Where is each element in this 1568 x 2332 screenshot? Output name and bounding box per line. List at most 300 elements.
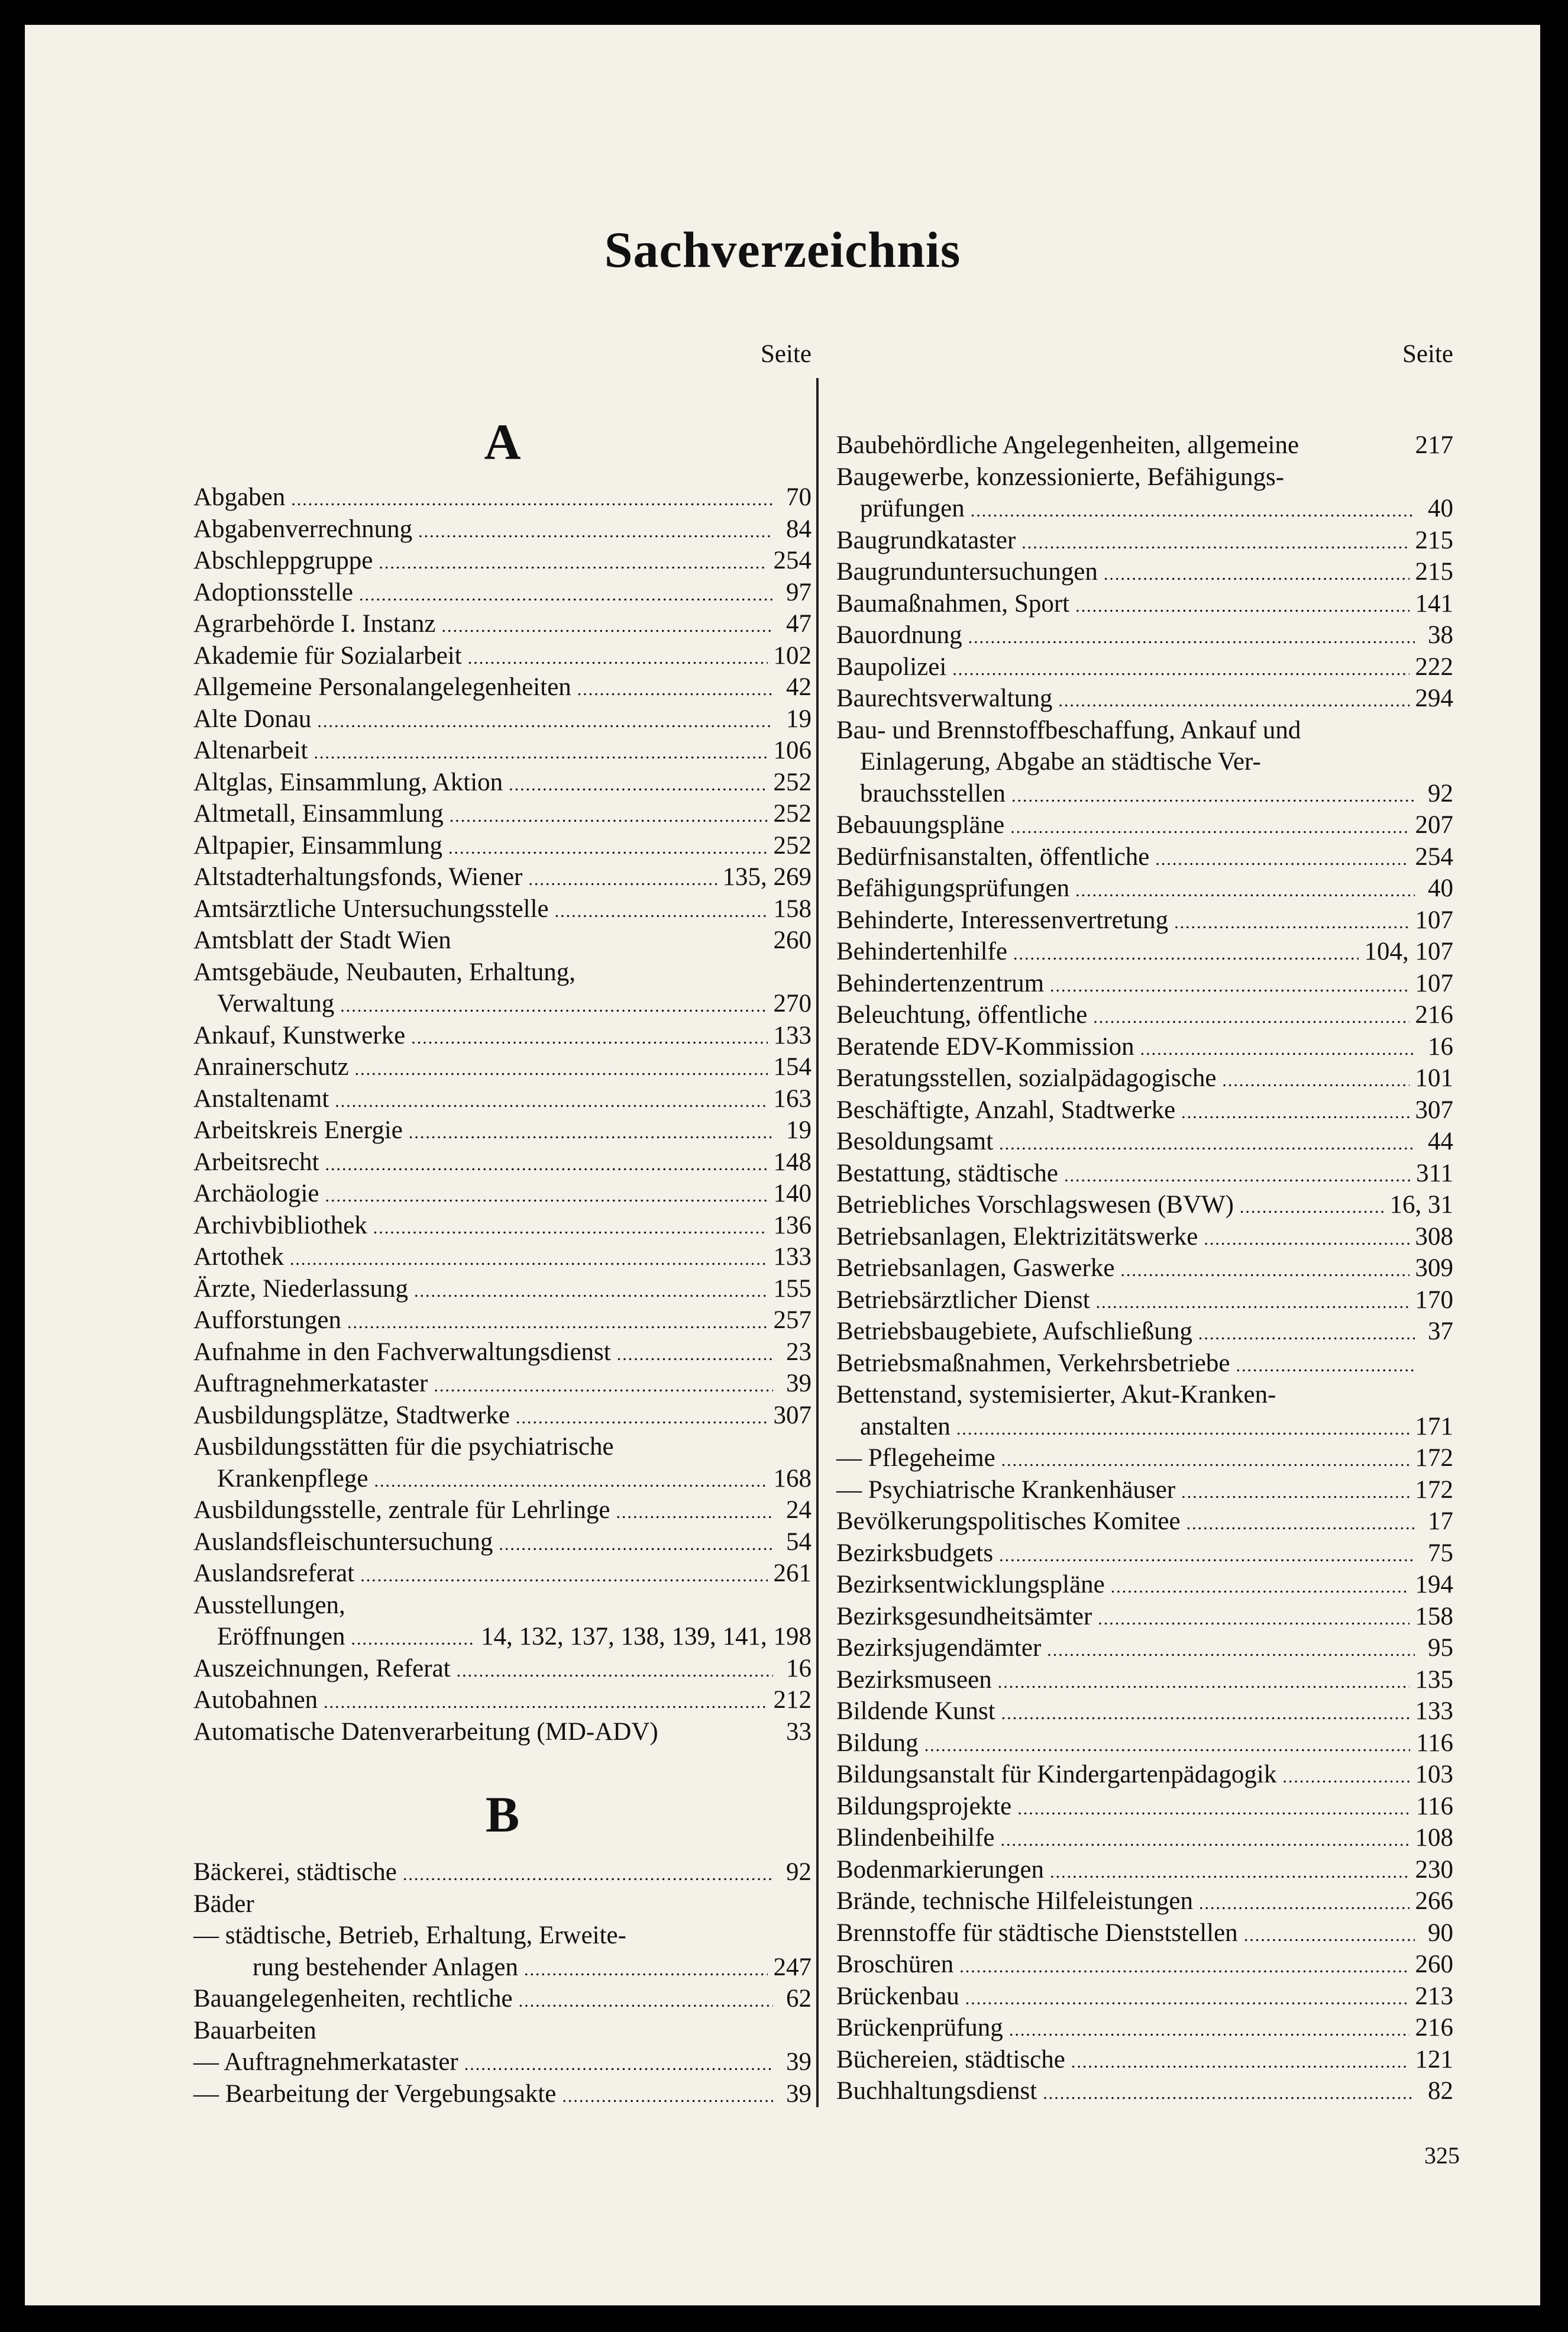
index-entry-pages: 260	[773, 926, 812, 954]
page-number: 325	[1424, 2142, 1460, 2169]
dot-leader	[1075, 875, 1415, 907]
index-entry-term: Behindertenzentrum	[836, 969, 1045, 997]
index-entry-term: Amtsblatt der Stadt Wien	[193, 926, 451, 954]
dot-leader	[1198, 1318, 1415, 1350]
dot-leader	[340, 990, 767, 1022]
index-entry-term: Ausbildungsstätten für die psychiatrische	[193, 1433, 614, 1461]
index-entry-pages: 261	[773, 1559, 812, 1587]
index-entry-term: Auszeichnungen, Referat	[193, 1654, 451, 1682]
index-entry-term: Bildende Kunst	[836, 1697, 995, 1725]
index-entry-term: Ärzte, Niederlassung	[193, 1274, 408, 1303]
dot-leader	[999, 1540, 1415, 1572]
index-entry	[836, 1411, 1453, 1443]
index-entry-term: Aufnahme in den Fachverwaltungsdienst	[193, 1338, 611, 1366]
dot-leader	[1222, 1065, 1409, 1097]
index-entry	[836, 905, 1453, 936]
index-entry-term: Alte Donau	[193, 705, 312, 733]
index-entry-term: Brückenbau	[836, 1982, 959, 2010]
index-entry-term: Bedürfnisanstalten, öffentliche	[836, 842, 1150, 871]
dot-leader	[952, 654, 1409, 686]
index-entry	[193, 1400, 812, 1432]
index-entry	[836, 936, 1453, 968]
index-entry	[193, 830, 812, 862]
index-entry	[836, 2044, 1453, 2076]
dot-leader	[1244, 1920, 1415, 1952]
index-entry	[836, 525, 1453, 557]
index-entry	[836, 1474, 1453, 1506]
dot-leader	[555, 896, 768, 928]
dot-leader	[516, 1402, 767, 1434]
index-entry-term: Amtsgebäude, Neubauten, Erhaltung,	[193, 958, 576, 986]
index-entry-pages: 158	[1415, 1602, 1453, 1630]
dot-leader	[509, 769, 767, 801]
dot-leader	[1181, 1477, 1409, 1509]
index-entry-pages: 19	[786, 1116, 812, 1144]
dot-leader	[519, 1985, 773, 2017]
index-page	[25, 25, 1540, 2305]
index-entry-pages: 95	[1428, 1634, 1453, 1662]
index-entry	[193, 1983, 812, 2015]
index-entry	[193, 1621, 812, 1653]
index-entry-pages: 40	[1428, 874, 1453, 902]
dot-leader	[1240, 1191, 1384, 1223]
dot-leader	[374, 1465, 767, 1497]
index-entry-term: Bebauungspläne	[836, 811, 1005, 839]
index-entry	[193, 1684, 812, 1716]
index-entry	[836, 1759, 1453, 1791]
dot-leader	[325, 1149, 768, 1181]
index-entry	[193, 767, 812, 799]
index-entry-term: Aufforstungen	[193, 1306, 342, 1334]
index-entry-term: anstalten	[860, 1412, 951, 1440]
index-entry	[836, 1094, 1453, 1126]
index-entry-pages: 37	[1428, 1317, 1453, 1345]
index-entry	[193, 1241, 812, 1273]
index-entry	[193, 735, 812, 767]
index-entry-term: Baubehördliche Angelegenheiten, allgemeine	[836, 431, 1299, 459]
index-entry	[836, 1379, 1453, 1411]
dot-leader	[1009, 2014, 1409, 2046]
index-entry	[836, 968, 1453, 1000]
section-b-right-list	[836, 429, 1453, 2107]
dot-leader	[617, 1339, 773, 1371]
index-entry-pages: 39	[786, 1370, 812, 1397]
index-entry	[836, 1632, 1453, 1664]
index-entry-pages: 121	[1415, 2045, 1453, 2073]
dot-leader	[1010, 812, 1409, 844]
index-entry-pages: 38	[1428, 621, 1453, 649]
dot-leader	[1098, 1603, 1409, 1635]
index-entry-pages: 133	[773, 1021, 812, 1049]
index-entry-pages: 23	[786, 1338, 812, 1366]
index-entry-pages: 213	[1415, 1982, 1453, 2010]
index-entry-term: Beratende EDV-Kommission	[836, 1032, 1134, 1061]
index-entry-term: Altpapier, Einsammlung	[193, 831, 443, 860]
index-entry	[193, 1590, 812, 1622]
index-entry	[193, 1083, 812, 1115]
index-entry	[193, 482, 812, 513]
index-entry	[193, 1431, 812, 1463]
index-entry	[836, 1822, 1453, 1854]
index-entry-pages: 257	[773, 1306, 812, 1334]
index-entry	[836, 1949, 1453, 1981]
index-entry	[193, 1920, 812, 1952]
index-entry-term: Betriebliches Vorschlagswesen (BVW)	[836, 1191, 1234, 1219]
index-entry	[193, 1653, 812, 1685]
index-entry	[193, 608, 812, 640]
index-entry-term: Auslandsreferat	[193, 1559, 355, 1587]
index-entry-pages: 140	[773, 1180, 812, 1207]
index-entry-term: Betriebsärztlicher Dienst	[836, 1285, 1090, 1314]
dot-leader	[1047, 1635, 1415, 1666]
dot-leader	[403, 1859, 773, 1891]
index-entry	[193, 1178, 812, 1210]
dot-leader	[562, 2081, 773, 2113]
index-entry-pages: 172	[1415, 1475, 1453, 1504]
index-entry	[836, 1158, 1453, 1190]
index-entry-pages: 101	[1415, 1064, 1453, 1092]
dot-leader	[418, 516, 773, 548]
dot-leader	[325, 1180, 768, 1212]
dot-leader	[411, 1022, 767, 1054]
index-entry-pages: 254	[1415, 842, 1453, 871]
index-entry-term: Bauarbeiten	[193, 2016, 316, 2044]
dot-leader	[1174, 907, 1409, 939]
seite-label-left: Seite	[761, 340, 812, 368]
index-entry-term: Bäckerei, städtische	[193, 1858, 397, 1886]
dot-leader	[965, 1983, 1409, 2015]
index-entry-pages: 294	[1415, 684, 1453, 712]
dot-leader	[457, 1655, 773, 1687]
index-entry-pages: 107	[1415, 906, 1453, 934]
dot-leader	[1058, 685, 1409, 717]
index-entry-term: prüfungen	[860, 495, 965, 522]
index-entry-term: Adoptionsstelle	[193, 578, 353, 606]
index-entry	[836, 778, 1453, 810]
index-entry-term: Abgaben	[193, 483, 286, 511]
index-entry-term: Bezirksbudgets	[836, 1539, 994, 1567]
index-entry-term: — städtische, Betrieb, Erhaltung, Erweite-	[193, 1921, 626, 1949]
index-entry-term: Agrarbehörde I. Instanz	[193, 610, 436, 638]
index-entry	[836, 1062, 1453, 1094]
index-entry-term: Altglas, Einsammlung, Aktion	[193, 768, 503, 796]
index-entry	[193, 2015, 812, 2047]
index-entry	[836, 1917, 1453, 1949]
index-entry-term: Behindertenhilfe	[836, 938, 1007, 965]
dot-leader	[359, 579, 773, 611]
index-entry-pages: 252	[773, 800, 812, 828]
index-entry	[836, 715, 1453, 747]
index-entry	[836, 1031, 1453, 1063]
index-entry-pages: 133	[773, 1243, 812, 1271]
index-entry	[193, 1526, 812, 1558]
index-entry-pages: 135, 269	[722, 863, 812, 891]
dot-leader	[347, 1307, 767, 1339]
index-entry	[836, 1252, 1453, 1284]
index-entry-term: Bezirksgesundheitsämter	[836, 1602, 1092, 1630]
index-entry	[193, 1558, 812, 1590]
page-title: Sachverzeichnis	[604, 221, 961, 278]
dot-leader	[1104, 558, 1409, 590]
index-entry-pages: 107	[1415, 969, 1453, 997]
index-entry-pages: 106	[773, 737, 812, 764]
index-entry-pages: 155	[773, 1274, 812, 1303]
index-entry	[836, 683, 1453, 715]
index-entry	[193, 1494, 812, 1526]
dot-leader	[1236, 1350, 1415, 1382]
index-entry-term: — Pflegeheime	[836, 1444, 995, 1472]
dot-leader	[317, 706, 773, 738]
index-entry-term: Arbeitsrecht	[193, 1148, 319, 1176]
dot-leader	[414, 1275, 768, 1307]
dot-leader	[360, 1560, 767, 1592]
index-entry-term: Betriebsanlagen, Gaswerke	[836, 1254, 1115, 1282]
index-entry-pages: 24	[786, 1496, 812, 1524]
dot-leader	[464, 2049, 773, 2081]
index-entry-pages: 133	[1415, 1697, 1453, 1725]
index-entry	[193, 798, 812, 830]
index-entry-term: Bezirksmuseen	[836, 1665, 992, 1694]
index-entry-term: Einlagerung, Abgabe an städtische Ver-	[860, 748, 1261, 776]
dot-leader	[968, 622, 1415, 654]
index-entry	[193, 1716, 812, 1748]
index-entry-pages: 16	[1428, 1032, 1453, 1061]
dot-leader	[1043, 2078, 1415, 2110]
dot-leader	[971, 495, 1415, 527]
dot-leader	[351, 1623, 475, 1655]
index-entry-term: Bäder	[193, 1889, 254, 1918]
index-entry	[193, 1273, 812, 1305]
index-entry-pages: 215	[1415, 558, 1453, 586]
dot-leader	[335, 1086, 767, 1117]
index-entry-term: — Psychiatrische Krankenhäuser	[836, 1475, 1176, 1504]
index-entry-pages: 212	[773, 1686, 812, 1714]
index-entry-pages: 14, 132, 137, 138, 139, 141, 198	[481, 1623, 812, 1651]
index-entry-term: Bauangelegenheiten, rechtliche	[193, 1985, 513, 2013]
index-entry-term: Auftragnehmerkataster	[193, 1370, 428, 1397]
index-entry-pages: 42	[786, 673, 812, 701]
index-entry-pages: 47	[786, 610, 812, 638]
index-entry-term: Buchhaltungsdienst	[836, 2077, 1037, 2105]
index-entry-pages: 103	[1415, 1761, 1453, 1788]
dot-leader	[1050, 1856, 1409, 1888]
index-entry	[193, 1368, 812, 1400]
index-entry-term: Archivbibliothek	[193, 1211, 367, 1239]
dot-leader	[1064, 1160, 1410, 1192]
index-entry-pages: 108	[1415, 1824, 1453, 1852]
section-b-left-list	[193, 1856, 812, 2110]
index-entry-term: Beschäftigte, Anzahl, Stadtwerke	[836, 1096, 1176, 1124]
index-entry-pages: 309	[1415, 1254, 1453, 1282]
dot-leader	[1096, 1287, 1409, 1319]
index-entry-term: Automatische Datenverarbeitung (MD-ADV)	[193, 1717, 658, 1746]
index-entry	[193, 1952, 812, 1984]
index-entry	[193, 640, 812, 672]
index-entry	[193, 1210, 812, 1242]
index-entry-pages: 75	[1428, 1539, 1453, 1567]
index-entry-term: Akademie für Sozialarbeit	[193, 641, 462, 670]
index-entry	[193, 513, 812, 545]
index-entry	[836, 2075, 1453, 2107]
index-entry-pages: 194	[1415, 1571, 1453, 1598]
index-entry-pages: 254	[773, 547, 812, 574]
dot-leader	[450, 800, 768, 832]
dot-leader	[577, 674, 773, 706]
index-entry-term: Arbeitskreis Energie	[193, 1116, 403, 1144]
index-entry	[836, 1664, 1453, 1696]
index-entry-pages: 170	[1415, 1285, 1453, 1314]
index-entry-term: Altenarbeit	[193, 737, 308, 764]
dot-leader	[1093, 1002, 1409, 1033]
index-entry	[193, 1304, 812, 1336]
index-entry-term: Altstadterhaltungsfonds, Wiener	[193, 863, 523, 891]
dot-leader	[442, 611, 773, 642]
index-entry-pages: 92	[1428, 779, 1453, 808]
index-entry-pages: 247	[773, 1953, 812, 1981]
index-entry-pages: 90	[1428, 1918, 1453, 1947]
index-entry-pages: 92	[786, 1858, 812, 1886]
index-entry	[193, 925, 812, 957]
index-entry-pages: 54	[786, 1527, 812, 1556]
index-entry-pages: 82	[1428, 2077, 1453, 2105]
dot-leader	[956, 1413, 1409, 1445]
index-entry	[193, 1336, 812, 1368]
index-entry-term: Baugrundkataster	[836, 526, 1016, 554]
index-entry-pages: 136	[773, 1211, 812, 1239]
index-entry	[836, 1695, 1453, 1727]
index-entry-pages: 154	[773, 1053, 812, 1081]
index-entry	[193, 1888, 812, 1920]
index-entry	[836, 1221, 1453, 1253]
dot-leader	[1050, 970, 1409, 1002]
index-entry-term: Ausstellungen,	[193, 1591, 345, 1619]
index-entry-term: Altmetall, Einsammlung	[193, 800, 444, 828]
index-entry-term: — Bearbeitung der Vergebungsakte	[193, 2079, 557, 2108]
index-entry-pages: 215	[1415, 526, 1453, 554]
index-entry	[193, 577, 812, 609]
index-entry-pages: 135	[1415, 1665, 1453, 1694]
dot-leader	[1001, 1445, 1409, 1477]
column-divider	[816, 378, 819, 2107]
index-entry	[836, 1538, 1453, 1569]
index-entry-term: Allgemeine Personalangelegenheiten	[193, 673, 571, 701]
index-entry-pages: 33	[786, 1717, 812, 1746]
dot-leader	[324, 1687, 767, 1719]
index-entry-pages: 222	[1415, 653, 1453, 681]
index-entry	[836, 429, 1453, 461]
index-entry-term: — Auftragnehmerkataster	[193, 2048, 458, 2076]
index-entry-term: Baugrunduntersuchungen	[836, 558, 1098, 586]
index-entry	[836, 2012, 1453, 2044]
index-entry-pages: 97	[786, 578, 812, 606]
dot-leader	[409, 1117, 773, 1149]
index-entry	[836, 1885, 1453, 1917]
section-letter-b: B	[485, 1786, 520, 1843]
index-entry-pages: 270	[773, 990, 812, 1018]
dot-leader	[290, 1243, 768, 1275]
index-entry-pages: 311	[1416, 1159, 1453, 1187]
index-entry-term: Baurechtsverwaltung	[836, 684, 1053, 712]
index-entry-term: Bezirksentwicklungspläne	[836, 1571, 1105, 1598]
index-entry	[836, 1791, 1453, 1823]
dot-leader	[1204, 1223, 1409, 1255]
index-entry-term: Ausbildungsplätze, Stadtwerke	[193, 1401, 510, 1429]
index-entry	[836, 873, 1453, 905]
dot-leader	[373, 1212, 768, 1244]
index-entry	[836, 651, 1453, 683]
index-entry-term: Besoldungsamt	[836, 1128, 994, 1155]
dot-leader	[1155, 844, 1409, 876]
dot-leader	[313, 737, 767, 769]
dot-leader	[998, 1666, 1409, 1698]
dot-leader	[355, 1054, 768, 1086]
index-entry-pages: 171	[1415, 1412, 1453, 1440]
dot-leader	[1071, 2046, 1409, 2078]
index-entry	[193, 2078, 812, 2110]
index-entry	[836, 1727, 1453, 1759]
index-entry-pages: 252	[773, 831, 812, 860]
index-entry-term: Bauordnung	[836, 621, 962, 649]
index-entry-pages: 102	[773, 641, 812, 670]
index-entry	[836, 1442, 1453, 1474]
index-entry	[836, 493, 1453, 525]
index-entry-term: Amtsärztliche Untersuchungsstelle	[193, 894, 549, 923]
index-entry	[193, 703, 812, 735]
index-entry-term: Anrainerschutz	[193, 1053, 349, 1081]
index-entry-pages: 16	[786, 1654, 812, 1682]
index-entry	[836, 461, 1453, 493]
index-entry-term: Bevölkerungspolitisches Komitee	[836, 1507, 1181, 1535]
dot-leader	[448, 832, 767, 864]
index-entry	[193, 1020, 812, 1052]
index-entry-term: Blindenbeihilfe	[836, 1824, 995, 1852]
index-entry-term: Bezirksjugendämter	[836, 1634, 1042, 1662]
index-entry	[836, 1601, 1453, 1633]
index-entry	[193, 1856, 812, 1888]
index-entry	[836, 1854, 1453, 1886]
index-entry	[193, 957, 812, 989]
index-entry	[836, 1506, 1453, 1538]
index-entry	[193, 1146, 812, 1178]
index-entry-pages: 104, 107	[1364, 938, 1453, 965]
index-entry	[193, 545, 812, 577]
index-entry-pages: 172	[1415, 1444, 1453, 1472]
index-entry	[836, 1284, 1453, 1316]
index-entry	[193, 893, 812, 925]
index-entry-term: Ausbildungsstelle, zentrale für Lehrlinge	[193, 1496, 610, 1524]
index-entry	[193, 861, 812, 893]
index-entry-term: Anstaltenamt	[193, 1084, 329, 1113]
dot-leader	[1013, 938, 1359, 970]
index-entry-term: Krankenpflege	[217, 1464, 368, 1493]
index-entry-pages: 39	[786, 2079, 812, 2108]
index-entry	[193, 1463, 812, 1495]
index-entry-pages: 17	[1428, 1507, 1453, 1535]
index-entry-pages: 158	[773, 894, 812, 923]
index-entry-term: Verwaltung	[217, 990, 335, 1018]
dot-leader	[1001, 1824, 1409, 1856]
index-entry-term: Brückenprüfung	[836, 2014, 1003, 2042]
index-entry-term: Auslandsfleischuntersuchung	[193, 1527, 493, 1556]
dot-leader	[291, 484, 773, 516]
index-entry-term: Broschüren	[836, 1950, 954, 1978]
index-entry-term: brauchsstellen	[860, 779, 1006, 808]
index-entry-term: Abgabenverrechnung	[193, 515, 413, 543]
index-entry	[836, 1981, 1453, 2013]
index-entry-pages: 252	[773, 768, 812, 796]
index-entry-term: Baupolizei	[836, 653, 947, 681]
dot-leader	[1199, 1888, 1409, 1920]
